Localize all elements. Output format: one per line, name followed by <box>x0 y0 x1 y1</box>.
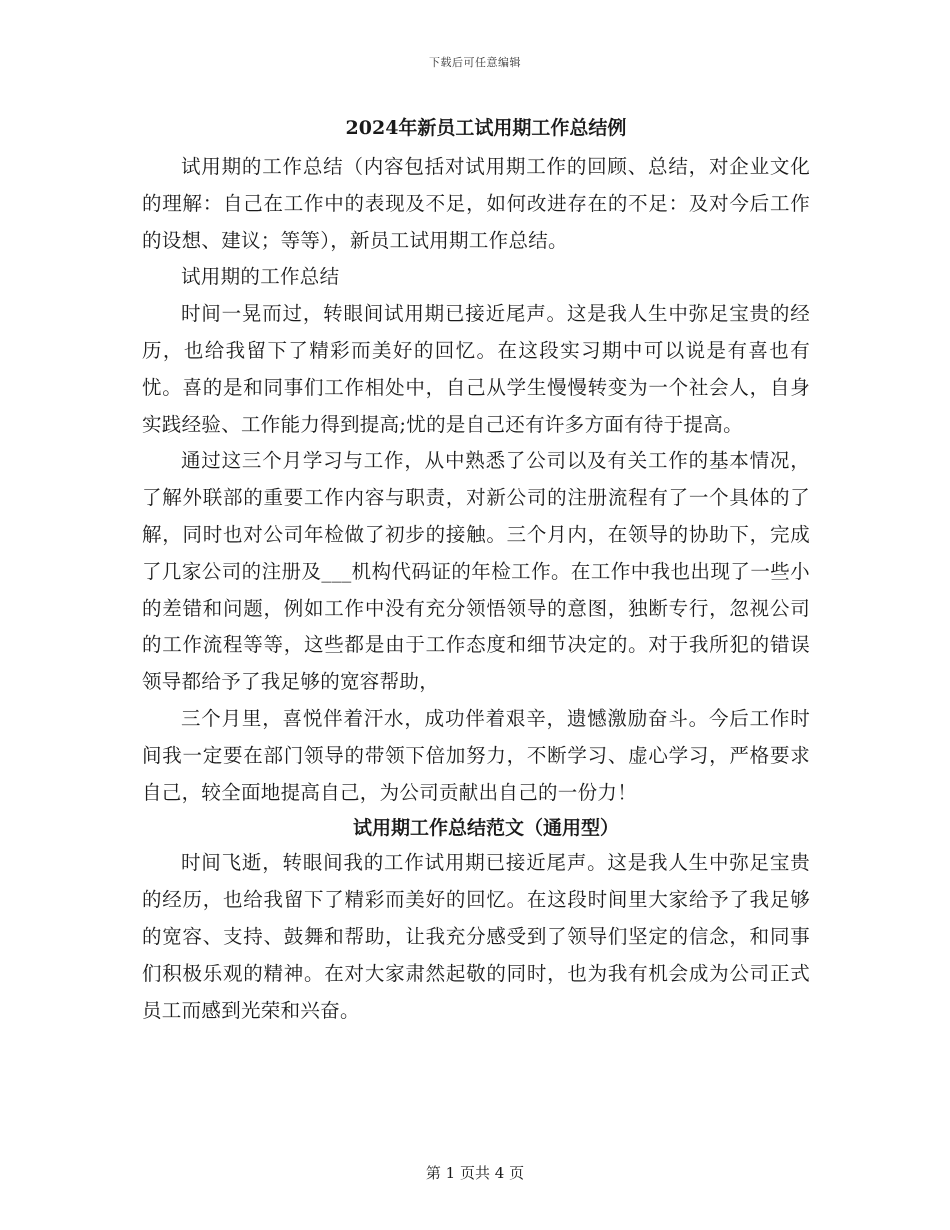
section-title: 试用期工作总结范文（通用型） <box>352 817 619 840</box>
header-note: 下载后可任意编辑 <box>429 56 521 69</box>
document-title: 2024年新员工试用期工作总结例 <box>345 117 627 139</box>
paragraph: 时间一晃而过，转眼间试用期已接近尾声。这是我人生中弥足宝贵的经历，也给我留下了精彩而美好的回忆。在这段实习期中可以说是有喜也有忧。喜的是和同事们工作相处中，自己从学生慢慢转变为一个社会人，自身实践经验、工作能力得到提高;忧的是自己还有许多方面有待于提高。 <box>142 302 810 436</box>
page-footer: 第 1 页共 4 页 <box>425 1164 525 1182</box>
paragraph: 通过这三个月学习与工作，从中熟悉了公司以及有关工作的基本情况，了解外联部的重要工作内容与职责，对新公司的注册流程有了一个具体的了解，同时也对公司年检做了初步的接触。三个月内，在领导的协助下，完成了几家公司的注册及___机构代码证的年检工作。在工作中我也出现了一些小的差错和问题，例如工作中没有充分领悟领导的意图，独断专行，忽视公司的工作流程等等，这些都是由于工作态度和细节决定的。对于我所犯的错误领导都给予了我足够的宽容帮助， <box>142 449 810 694</box>
paragraph: 时间飞逝，转眼间我的工作试用期已接近尾声。这是我人生中弥足宝贵的经历，也给我留下了精彩而美好的回忆。在这段时间里大家给予了我足够的宽容、支持、鼓舞和帮助，让我充分感受到了领导们坚定的信念，和同事们积极乐观的精神。在对大家肃然起敬的同时，也为我有机会成为公司正式员工而感到光荣和兴奋。 <box>142 851 810 1022</box>
paragraph: 试用期的工作总结（内容包括对试用期工作的回顾、总结，对企业文化的理解：自己在工作中的表现及不足，如何改进存在的不足：及对今后工作的设想、建议；等等），新员工试用期工作总结。 <box>142 155 810 252</box>
page-content <box>142 113 810 1029</box>
paragraph: 试用期的工作总结 <box>181 265 340 289</box>
paragraph: 三个月里，喜悦伴着汗水，成功伴着艰辛，遗憾激励奋斗。今后工作时间我一定要在部门领导的带领下倍加努力，不断学习、虚心学习，严格要求自己，较全面地提高自己，为公司贡献出自己的一份力！ <box>142 706 810 804</box>
